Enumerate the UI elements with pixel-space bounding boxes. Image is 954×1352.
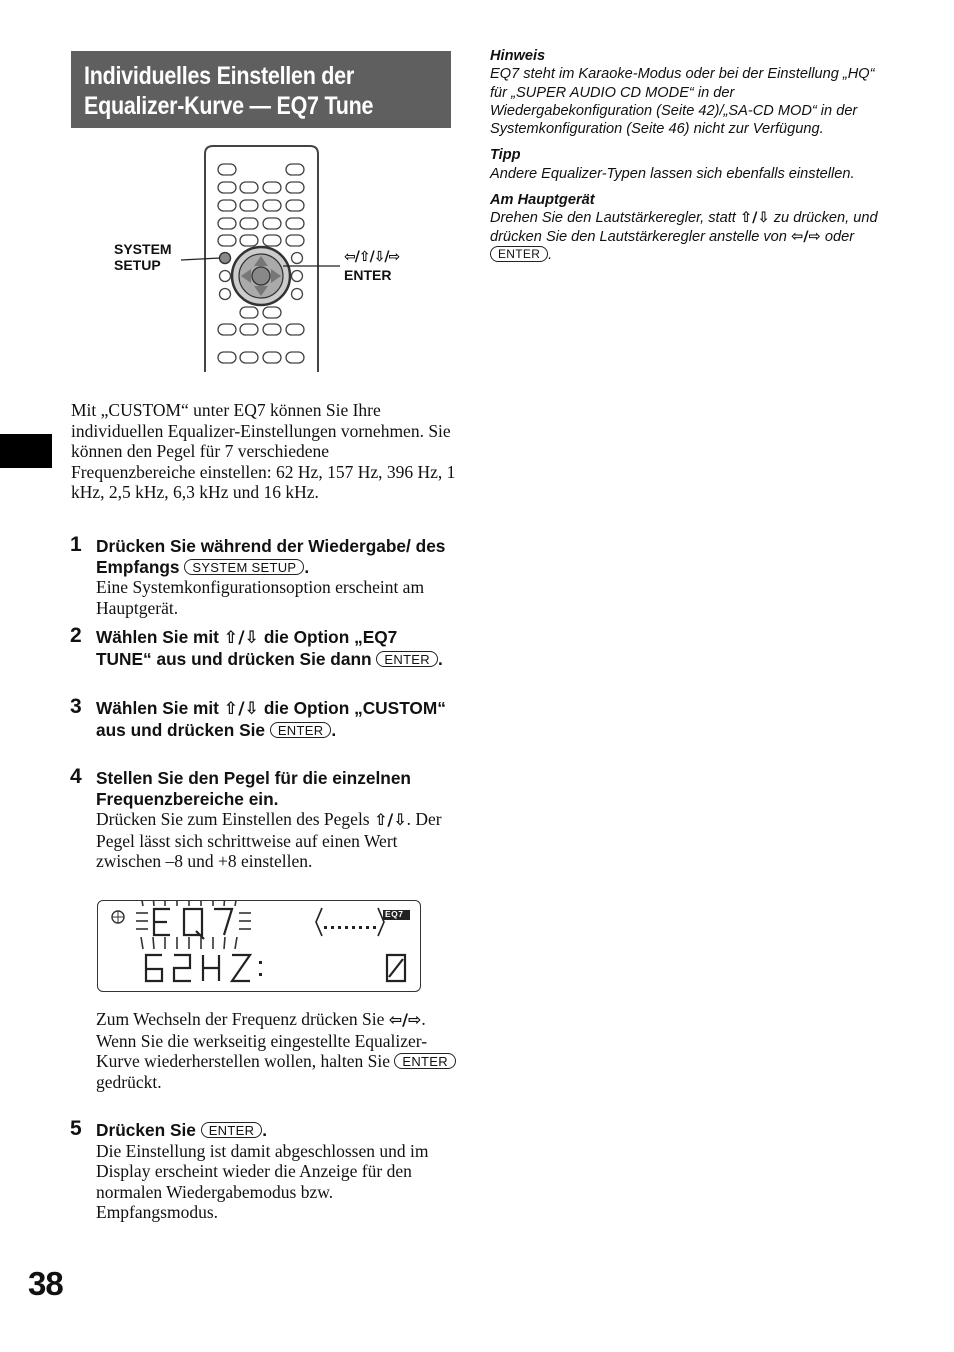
step-4-heading: Stellen Sie den Pegel für die einzelnen Frequenzbereiche ein. — [96, 768, 411, 809]
tipp-title: Tipp — [490, 147, 521, 164]
page-title-line-2: Equalizer-Kurve — EQ7 Tune — [84, 92, 374, 120]
lcd-display — [97, 900, 421, 992]
notes-column — [490, 47, 890, 264]
step-1 — [96, 536, 456, 618]
system-setup-button: SYSTEM SETUP — [184, 559, 304, 575]
arrows-enter-label: ⇦/⇧/⇩/⇨ ENTER — [344, 249, 400, 283]
left-right-arrow-icon: ⇦/⇨ — [388, 1010, 422, 1029]
step-3-number: 3 — [70, 695, 82, 718]
step-4-body: Drücken Sie zum Einstellen des Pegels ⇧/⇩. Der Pegel lässt sich schrittweise auf einen Wert zwischen –8 und +8 einstellen. — [96, 809, 442, 871]
step-5-heading: Drücken Sie ENTER . — [96, 1120, 268, 1140]
up-down-arrow-icon: ⇧/⇩ — [223, 628, 260, 648]
enter-button: ENTER — [490, 246, 548, 262]
enter-button: ENTER — [270, 722, 332, 738]
step-2-heading: Wählen Sie mit ⇧/⇩ die Option „EQ7 TUNE“ aus und drücken Sie dann ENTER . — [96, 627, 443, 669]
hauptgeraet-note — [490, 191, 890, 264]
enter-button: ENTER — [201, 1122, 263, 1138]
eq7-indicator-label: EQ7 — [385, 909, 404, 919]
hauptgeraet-body: Drehen Sie den Lautstärkeregler, statt ⇧/⇩ zu drücken, und drücken Sie den Lautstärkeregler anstelle von ⇦/⇨ oder ENTER . — [490, 209, 878, 263]
step-1-number: 1 — [70, 533, 82, 556]
step-1-body: Eine Systemkonfigurationsoption erscheint am Hauptgerät. — [96, 577, 425, 618]
hinweis-body: EQ7 steht im Karaoke-Modus oder bei der Einstellung „HQ“ für „SUPER AUDIO CD MODE“ in der Wiedergabekonfiguration (Seite 42)/„SA-CD MOD“ in der Systemkonfiguration (Seite 46) nicht zur Verfügung. — [490, 66, 875, 138]
hinweis-note — [490, 47, 890, 138]
display-line-2-right — [98, 901, 99, 902]
arrow-keys-icon: ⇦/⇧/⇩/⇨ — [344, 249, 400, 265]
page-title — [71, 51, 451, 128]
tipp-note — [490, 146, 890, 183]
step-3-heading: Wählen Sie mit ⇧/⇩ die Option „CUSTOM“ aus und drücken Sie ENTER . — [96, 698, 446, 740]
step-5 — [96, 1120, 456, 1223]
step-1-heading: Drücken Sie während der Wiedergabe/ des Empfangs SYSTEM SETUP . — [96, 536, 446, 577]
step-5-number: 5 — [70, 1117, 82, 1140]
left-right-arrow-icon: ⇦/⇨ — [790, 227, 821, 245]
hauptgeraet-title: Am Hauptgerät — [490, 192, 595, 209]
hinweis-title: Hinweis — [490, 48, 546, 64]
tipp-body: Andere Equalizer-Typen lassen sich ebenfalls einstellen. — [490, 165, 855, 182]
step-2-number: 2 — [70, 624, 82, 647]
page-number: 38 — [28, 1265, 63, 1302]
up-down-arrow-icon: ⇧/⇩ — [374, 810, 407, 829]
enter-button: ENTER — [376, 651, 438, 667]
step-4 — [96, 768, 456, 872]
section-tab-marker — [0, 434, 52, 468]
step-4-after: Zum Wechseln der Frequenz drücken Sie ⇦/⇨. Wenn Sie die werkseitig eingestellte Equalizer-Kurve wiederherstellen wollen, halten Sie ENTER gedrückt. — [96, 1009, 456, 1092]
lcd-segments — [98, 901, 419, 990]
up-down-arrow-icon: ⇧/⇩ — [223, 699, 260, 719]
intro-paragraph: Mit „CUSTOM“ unter EQ7 können Sie Ihre individuellen Equalizer-Einstellungen vornehmen. Sie können den Pegel für 7 verschiedene Frequenzbereiche einstellen: 62 Hz, 157 Hz, 396 Hz, 1 kHz, 2,5 kHz, 6,3 kHz und 16 kHz. — [71, 400, 456, 502]
enter-button: ENTER — [394, 1053, 456, 1069]
system-setup-label: SYSTEM SETUP — [114, 241, 172, 273]
page-title-line-1: Individuelles Einstellen der — [84, 62, 354, 90]
step-5-body: Die Einstellung ist damit abgeschlossen und im Display erscheint wieder die Anzeige für den normalen Wiedergabemodus bzw. Empfangsmodus. — [96, 1140, 429, 1222]
step-4-number: 4 — [70, 765, 82, 788]
up-down-arrow-icon: ⇧/⇩ — [739, 209, 770, 227]
